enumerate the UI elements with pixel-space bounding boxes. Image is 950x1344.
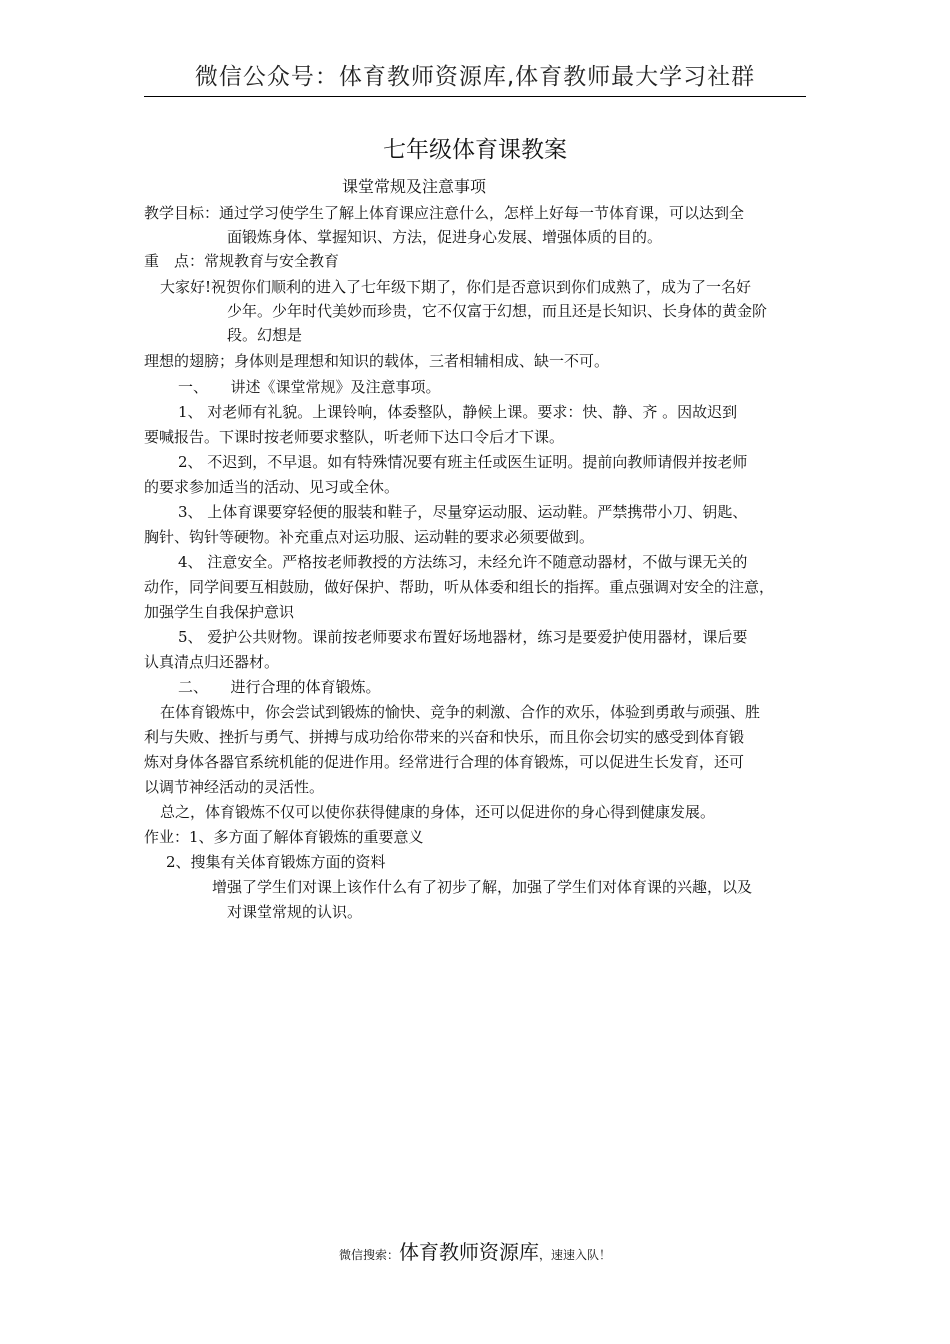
body-line: 利与失败、挫折与勇气、拼搏与成功给你带来的兴奋和快乐，而且你会切实的感受到体育锻: [144, 728, 745, 746]
page-footer: [0, 1238, 950, 1269]
body-line: 5、 爱护公共财物。课前按老师要求布置好场地器材，练习是要爱护使用器材，课后要: [178, 628, 748, 646]
body-line: 重 点：常规教育与安全教育: [144, 252, 340, 270]
footer-suffix: ，速速入队！: [539, 1248, 612, 1262]
body-line: 动作，同学间要互相鼓励，做好保护、帮助，听从体委和组长的指挥。重点强调对安全的注意，: [144, 578, 775, 596]
body-line: 面锻炼身体、掌握知识、方法，促进身心发展、增强体质的目的。: [227, 228, 663, 246]
body-line: 以调节神经活动的灵活性。: [144, 778, 325, 796]
body-line: 大家好!祝贺你们顺利的进入了七年级下期了，你们是否意识到你们成熟了，成为了一名好: [160, 278, 752, 296]
body-line: 2、 不迟到，不早退。如有特殊情况要有班主任或医生证明。提前向教师请假并按老师: [178, 453, 748, 471]
body-line: 3、 上体育课要穿轻便的服装和鞋子，尽量穿运动服、运动鞋。严禁携带小刀、钥匙、: [178, 503, 748, 521]
document-subtitle: 课堂常规及注意事项: [342, 177, 487, 196]
body-line: 加强学生自我保护意识: [144, 603, 295, 621]
body-line: 1、 对老师有礼貌。上课铃响，体委整队，静候上课。要求：快、静、齐 。因故迟到: [178, 403, 738, 421]
body-line: 认真清点归还器材。: [144, 653, 280, 671]
body-line: 要喊报告。下课时按老师要求整队，听老师下达口令后才下课。: [144, 428, 565, 446]
body-line: 理想的翅膀；身体则是理想和知识的载体，三者相辅相成、缺一不可。: [144, 352, 610, 370]
body-line: 少年。少年时代美妙而珍贵，它不仅富于幻想，而且还是长知识、长身体的黄金阶: [227, 302, 768, 320]
homework-line: 作业：1、多方面了解体育锻炼的重要意义: [144, 828, 424, 846]
body-line: 在体育锻炼中，你会尝试到锻炼的愉快、竞争的刺激、合作的欢乐，体验到勇敢与顽强、胜: [160, 703, 761, 721]
body-line: 炼对身体各器官系统机能的促进作用。经常进行合理的体育锻炼，可以促进生长发育，还可: [144, 753, 745, 771]
body-line: 4、 注意安全。严格按老师教授的方法练习，未经允许不随意动器材，不做与课无关的: [178, 553, 748, 571]
body-line: 胸针、钩针等硬物。补充重点对运功服、运动鞋的要求必须要做到。: [144, 528, 595, 546]
reflection-line: 对课堂常规的认识。: [227, 903, 363, 921]
section-heading-2: 二、 进行合理的体育锻炼。: [178, 678, 381, 696]
body-line: 的要求参加适当的活动、见习或全休。: [144, 478, 400, 496]
body-line: 段。幻想是: [227, 326, 303, 344]
document-title: 七年级体育课教案: [383, 137, 567, 163]
page-header: 微信公众号：体育教师资源库,体育教师最大学习社群: [144, 60, 806, 97]
homework-line: 2、搜集有关体育锻炼方面的资料: [166, 853, 386, 871]
footer-name: 体育教师资源库: [399, 1240, 539, 1264]
body-line: 教学目标：通过学习使学生了解上体育课应注意什么，怎样上好每一节体育课，可以达到全: [144, 204, 745, 222]
footer-prefix: 微信搜索：: [338, 1248, 399, 1262]
reflection-line: 增强了学生们对课上该作什么有了初步了解，加强了学生们对体育课的兴趣，以及: [212, 878, 753, 896]
section-heading-1: 一、 讲述《课堂常规》及注意事项。: [178, 378, 441, 396]
body-line: 总之，体育锻炼不仅可以使你获得健康的身体，还可以促进你的身心得到健康发展。: [160, 803, 716, 821]
